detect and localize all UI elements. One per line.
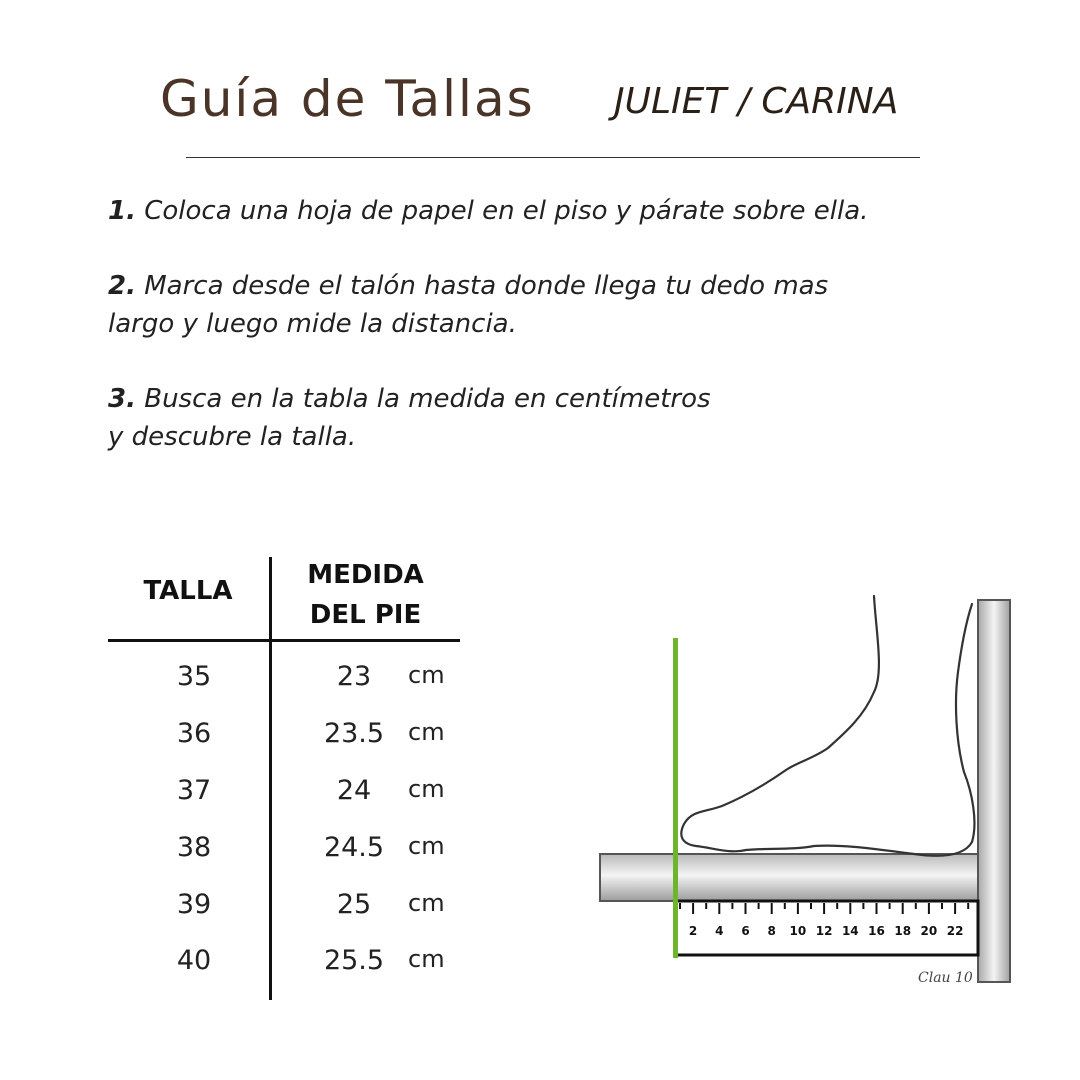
base-plate bbox=[600, 854, 978, 901]
table-row bbox=[108, 889, 460, 929]
column-header-measure bbox=[273, 555, 458, 635]
ruler-label: 14 bbox=[841, 924, 859, 938]
column-header-size: TALLA bbox=[143, 576, 233, 606]
foot-outline bbox=[681, 596, 974, 856]
size-value: 37 bbox=[176, 775, 212, 806]
signature: Clau 10 bbox=[918, 970, 973, 986]
column-header-measure-line1: MEDIDA bbox=[307, 560, 424, 590]
column-header-measure-line2: DEL PIE bbox=[309, 600, 422, 630]
size-value: 36 bbox=[176, 718, 212, 749]
ruler-label: 16 bbox=[868, 924, 885, 938]
step-3 bbox=[108, 380, 1008, 456]
ruler-label: 6 bbox=[741, 924, 750, 938]
unit-label: cm bbox=[408, 945, 445, 973]
step-2 bbox=[108, 267, 1008, 343]
unit-label: cm bbox=[408, 889, 445, 917]
ruler-label: 10 bbox=[789, 924, 807, 938]
size-table bbox=[108, 555, 462, 1000]
foot-measure-illustration bbox=[596, 592, 1016, 992]
size-value: 39 bbox=[176, 889, 212, 920]
step-text: Busca en la tabla la medida en centímetros bbox=[144, 384, 711, 414]
table-row bbox=[108, 775, 460, 815]
unit-label: cm bbox=[408, 718, 445, 746]
heel-line bbox=[673, 638, 678, 958]
measure-value: 25.5 bbox=[323, 945, 385, 976]
measure-value: 23.5 bbox=[323, 718, 385, 749]
table-row bbox=[108, 718, 460, 758]
ruler-label: 18 bbox=[894, 924, 912, 938]
ruler-label: 20 bbox=[920, 924, 938, 938]
step-text: y descubre la talla. bbox=[108, 422, 357, 452]
unit-label: cm bbox=[408, 661, 445, 689]
ruler-label: 2 bbox=[688, 924, 698, 938]
size-value: 38 bbox=[176, 832, 212, 863]
header-divider bbox=[108, 639, 460, 642]
ruler-label: 12 bbox=[815, 924, 833, 938]
size-value: 35 bbox=[176, 661, 212, 692]
unit-label: cm bbox=[408, 775, 445, 803]
ruler-label: 8 bbox=[767, 924, 776, 938]
ruler-label: 22 bbox=[946, 924, 964, 938]
instructions bbox=[108, 192, 1008, 493]
step-text: largo y luego mide la distancia. bbox=[108, 309, 517, 339]
step-number: 2. bbox=[108, 271, 136, 301]
step-text: Coloca una hoja de papel en el piso y párate sobre ella. bbox=[144, 196, 869, 226]
size-value: 40 bbox=[176, 945, 212, 976]
table-row bbox=[108, 661, 460, 701]
measure-value: 24.5 bbox=[323, 832, 385, 863]
unit-label: cm bbox=[408, 832, 445, 860]
page-title: Guía de Tallas bbox=[160, 70, 535, 128]
step-1 bbox=[108, 192, 1008, 230]
table-row bbox=[108, 945, 460, 985]
measure-value: 24 bbox=[336, 775, 372, 806]
ruler-label: 4 bbox=[715, 924, 724, 938]
measure-value: 23 bbox=[336, 661, 372, 692]
step-number: 1. bbox=[108, 196, 136, 226]
measure-value: 25 bbox=[336, 889, 372, 920]
model-name: JULIET / CARINA bbox=[614, 81, 899, 122]
step-number: 3. bbox=[108, 384, 136, 414]
table-row bbox=[108, 832, 460, 872]
title-divider bbox=[186, 157, 920, 158]
wall-plate bbox=[978, 600, 1010, 982]
step-text: Marca desde el talón hasta donde llega tu dedo mas bbox=[144, 271, 829, 301]
